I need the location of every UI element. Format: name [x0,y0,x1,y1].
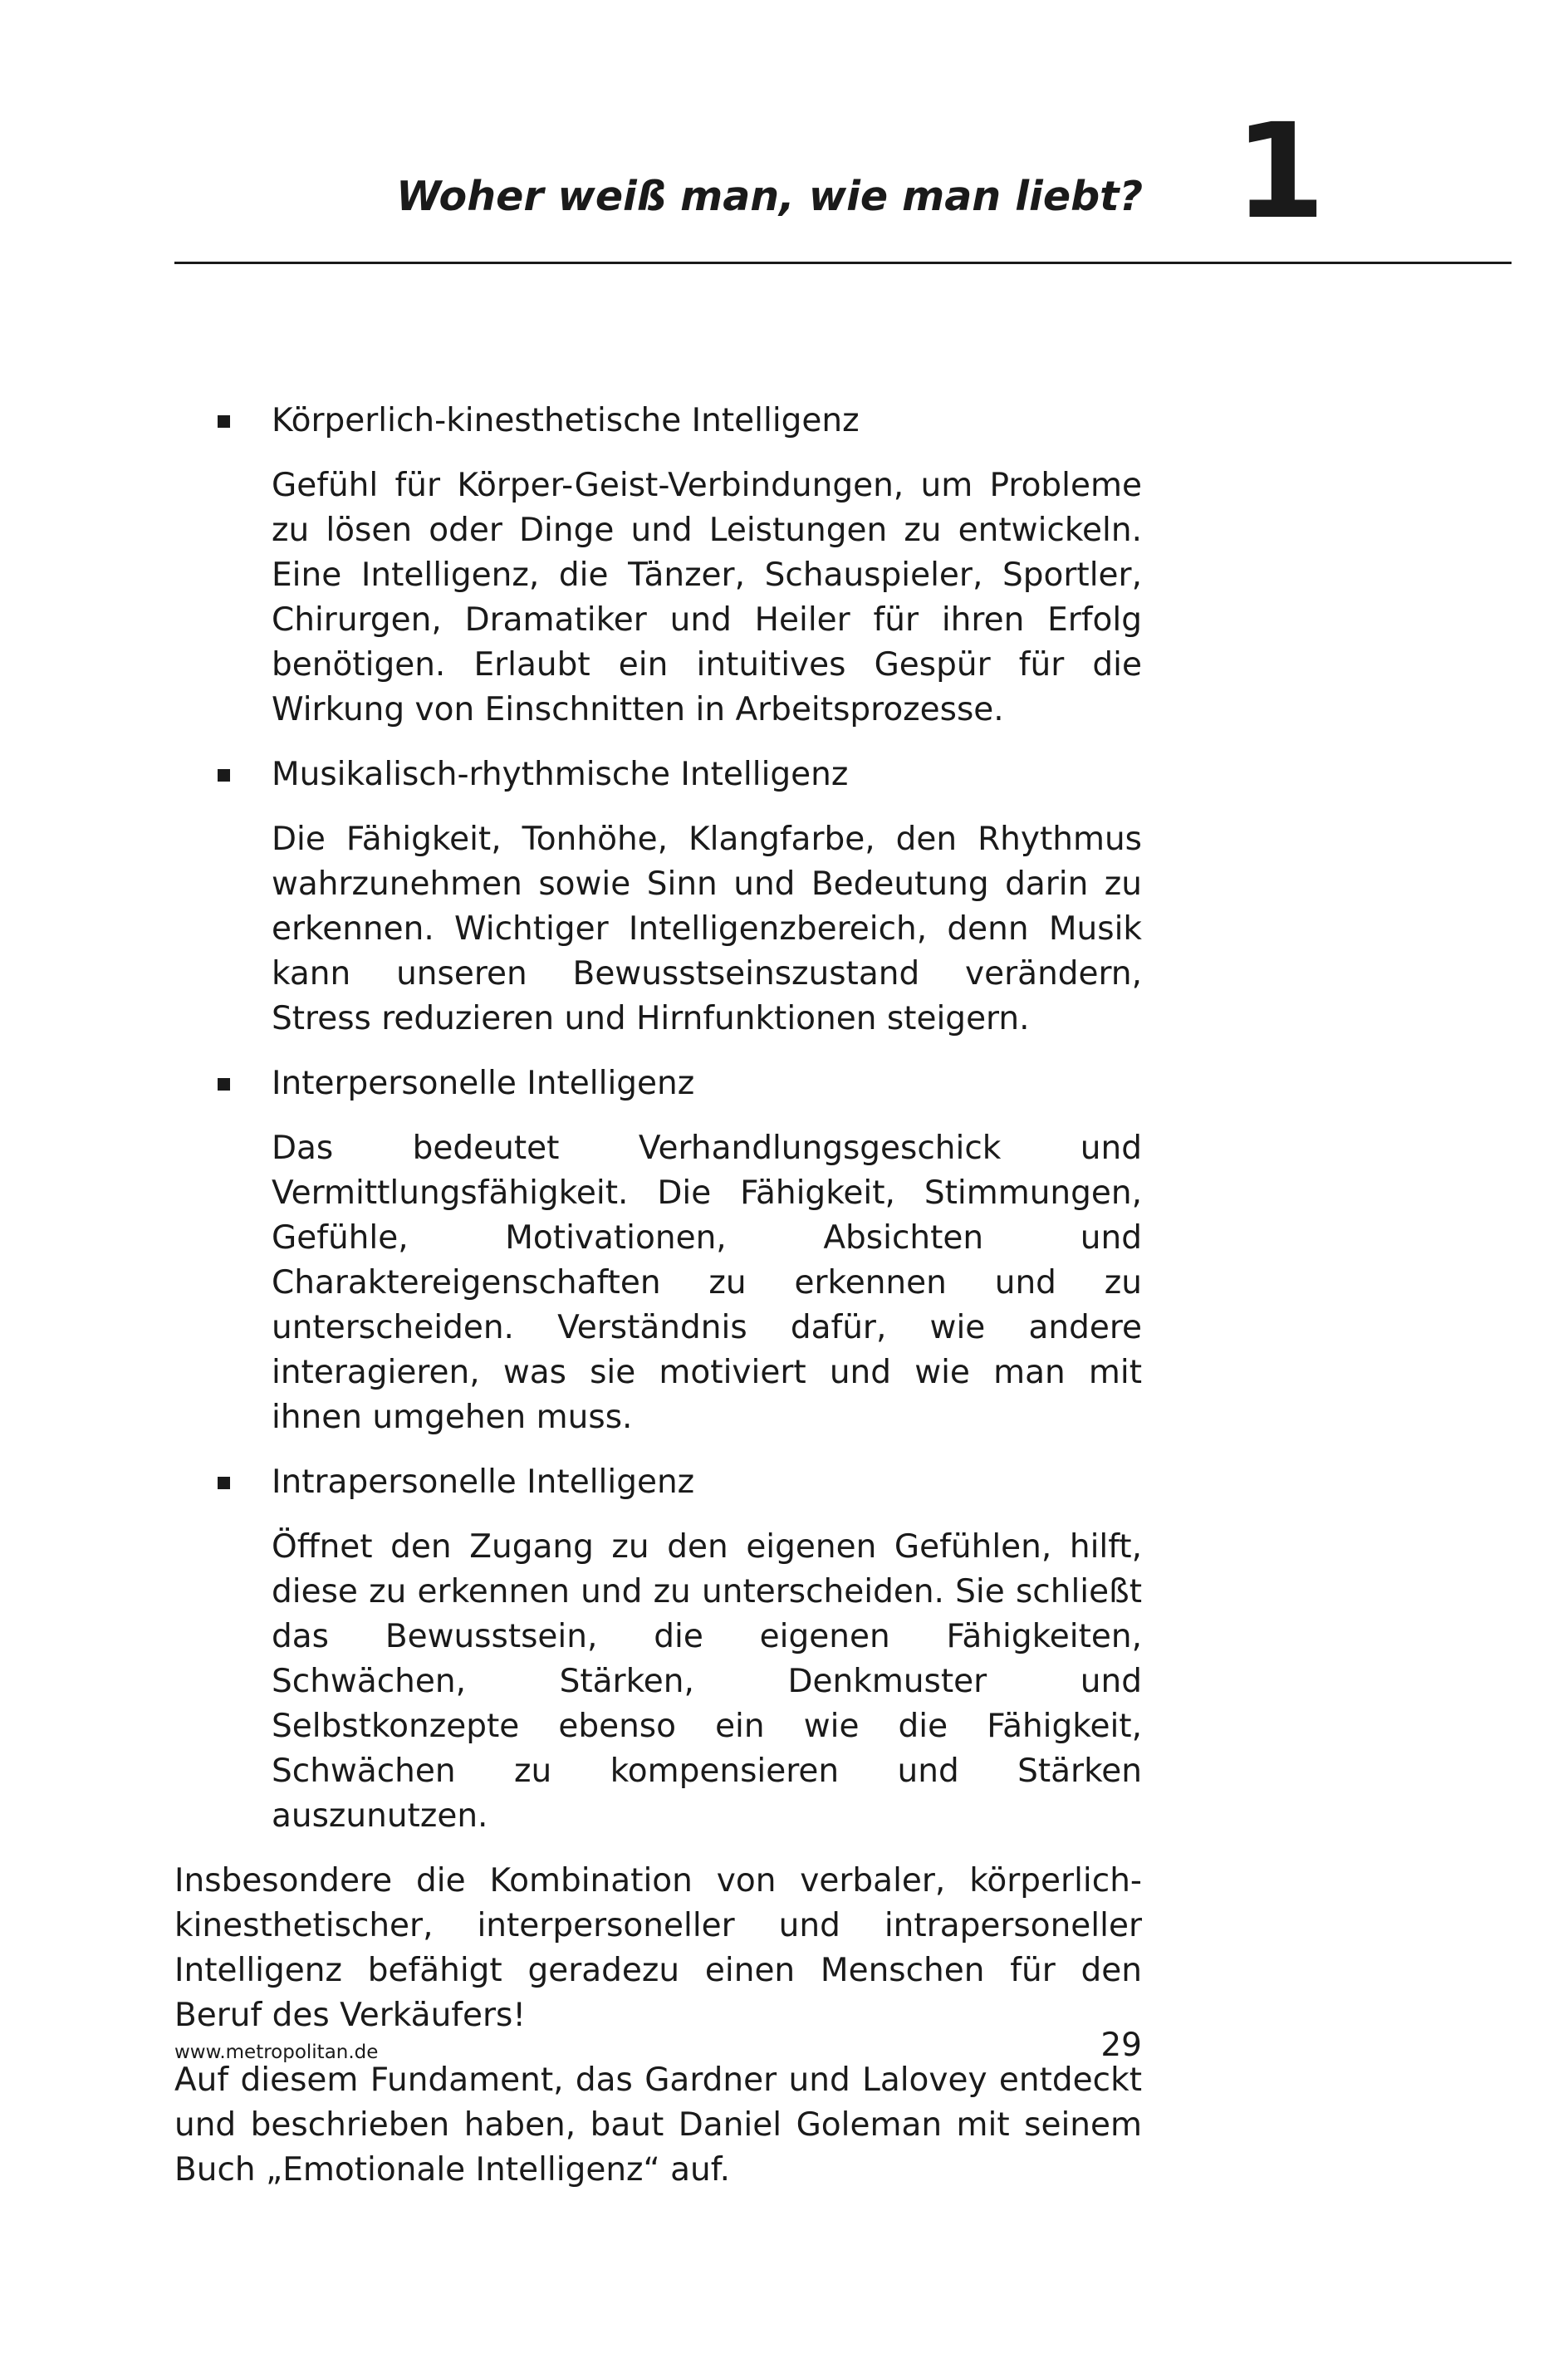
list-item-description: Die Fähigkeit, Tonhöhe, Klangfarbe, den Rhythmus wahrzunehmen sowie Sinn und Bedeutung darin zu erkennen. Wichtiger Intelligenzbereich, denn Musik kann unseren Bewusstseinszustand verändern, Stress reduzieren und Hirnfunktionen steigern. [272,821,1142,1037]
chapter-number: 1 [1234,96,1325,248]
square-bullet-icon [218,769,230,782]
list-item [174,1460,1142,1839]
header-divider [174,262,1512,264]
running-header-title: Woher weiß man, wie man liebt? [396,173,1143,220]
list-item-description: Das bedeutet Verhandlungsgeschick und Vermittlungsfähigkeit. Die Fähigkeit, Stimmungen, Gefühle, Motivationen, Absichten und Charaktereigenschaften zu erkennen und zu unterscheiden. Verständnis dafür, wie andere interagieren, was sie motiviert und wie man mit ihnen umgehen muss. [272,1130,1142,1436]
list-item [174,752,1142,1042]
body-paragraph: Auf diesem Fundament, das Gardner und Lalovey entdeckt und beschrieben haben, baut Daniel Goleman mit seinem Buch „Emotionale Intelligenz“ auf. [174,2061,1142,2189]
square-bullet-icon [218,1078,230,1091]
list-item-title: Intrapersonelle Intelligenz [272,1463,695,1501]
list-item [174,399,1142,733]
page-body [174,399,1142,2213]
square-bullet-icon [218,1477,230,1489]
footer-url: www.metropolitan.de [174,2042,379,2063]
list-item-title: Interpersonelle Intelligenz [272,1065,695,1102]
list-item-description: Gefühl für Körper-Geist-Verbindungen, um Probleme zu lösen oder Dinge und Leistungen zu entwickeln. Eine Intelligenz, die Tänzer, Schauspieler, Sportler, Chirurgen, Dramatiker und Heiler für ihren Erfolg benötigen. Erlaubt ein intuitives Gespür für die Wirkung von Einschnitten in Arbeitsprozesse. [272,467,1142,728]
list-item-title: Körperlich-kinesthetische Intelligenz [272,402,860,439]
body-paragraph: Insbesondere die Kombination von verbaler, körperlich-kinesthetischer, interpersoneller und intrapersoneller Intelligenz befähigt geradezu einen Menschen für den Beruf des Verkäufers! [174,1862,1142,2034]
list-item [174,1061,1142,1440]
square-bullet-icon [218,415,230,428]
list-item-description: Öffnet den Zugang zu den eigenen Gefühlen, hilft, diese zu erkennen und zu unterscheiden. Sie schließt das Bewusstsein, die eigenen Fähigkeiten, Schwächen, Stärken, Denkmuster und Selbstkonzepte ebenso ein wie die Fähigkeit, Schwächen zu kompensieren und Stärken auszunutzen. [272,1528,1142,1835]
list-item-title: Musikalisch-rhythmische Intelligenz [272,756,849,793]
page-number: 29 [1100,2027,1142,2064]
